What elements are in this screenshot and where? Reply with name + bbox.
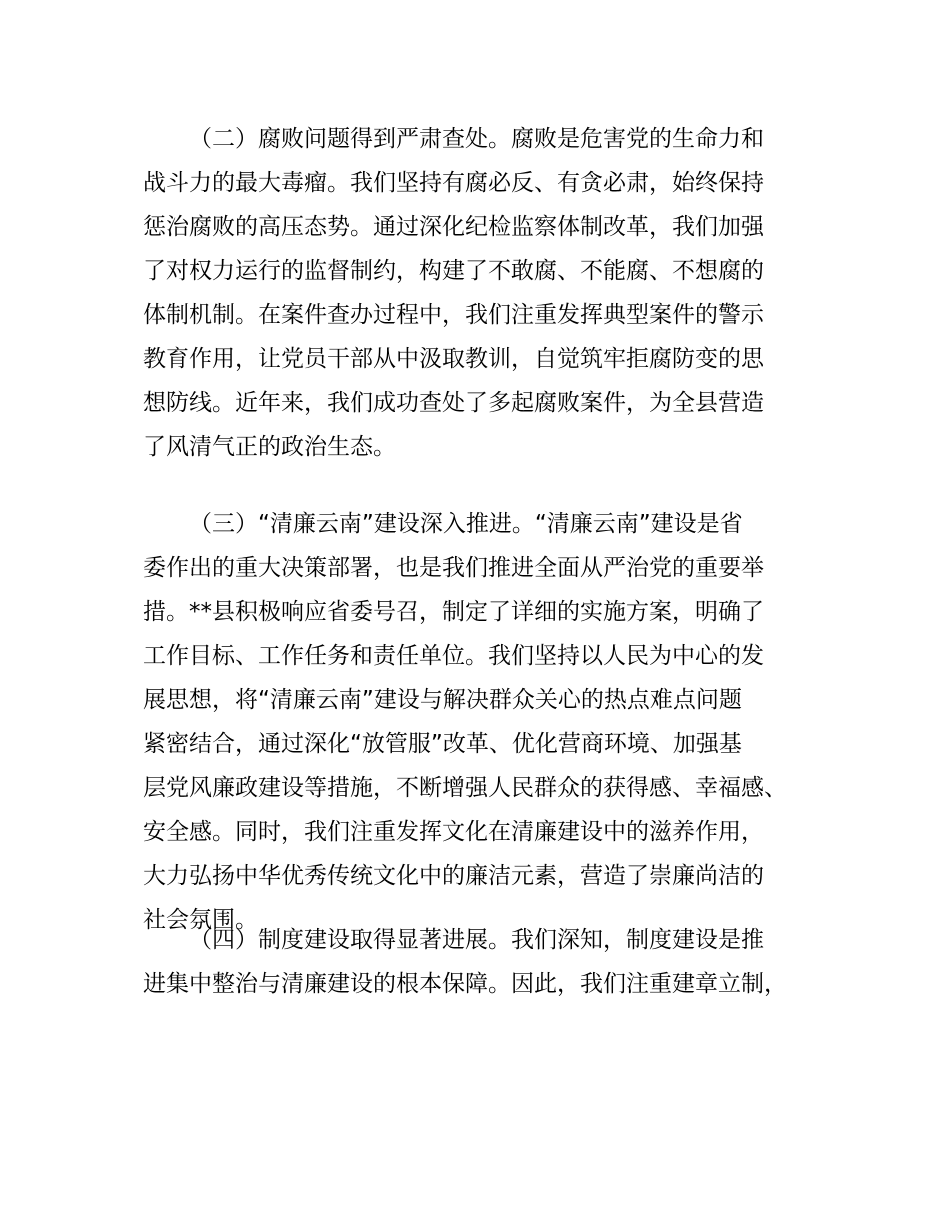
paragraph-section-2 [143,117,764,469]
text-line: 措。**县积极响应省委号召，制定了详细的实施方案，明确了 [143,599,764,625]
text-line: 安全感。同时，我们注重发挥文化在清廉建设中的滋养作用， [143,819,764,845]
text-line: 社会氛围。 [143,907,258,933]
text-line: 紧密结合，通过深化“放管服”改革、优化营商环境、加强基 [143,731,742,757]
text-line: 战斗力的最大毒瘤。我们坚持有腐必反、有贪必肃，始终保持 [143,170,764,196]
text-line: 教育作用，让党员干部从中汲取教训，自觉筑牢拒腐防变的思 [143,346,764,372]
text-line: 大力弘扬中华优秀传统文化中的廉洁元素，营造了崇廉尚洁的 [143,863,764,889]
text-line: （二）腐败问题得到严肃查处。腐败是危害党的生命力和 [189,126,764,152]
text-line: 层党风廉政建设等措施，不断增强人民群众的获得感、幸福感、 [143,775,787,801]
text-line: 想防线。近年来，我们成功查处了多起腐败案件，为全县营造 [143,390,764,416]
text-line: （四）制度建设取得显著进展。我们深知，制度建设是推 [189,927,764,953]
text-line: 了风清气正的政治生态。 [143,434,396,460]
text-line: （三）“清廉云南”建设深入推进。“清廉云南”建设是省 [189,511,743,537]
paragraph-section-3 [143,502,787,942]
text-line: 了对权力运行的监督制约，构建了不敢腐、不能腐、不想腐的 [143,258,764,284]
text-line: 展思想，将“清廉云南”建设与解决群众关心的热点难点问题 [143,687,742,713]
text-line: 工作目标、工作任务和责任单位。我们坚持以人民为中心的发 [143,643,764,669]
text-line: 进集中整治与清廉建设的根本保障。因此，我们注重建章立制， [143,971,787,997]
text-line: 体制机制。在案件查办过程中，我们注重发挥典型案件的警示 [143,302,764,328]
paragraph-section-4 [143,918,787,1006]
text-line: 委作出的重大决策部署，也是我们推进全面从严治党的重要举 [143,555,764,581]
text-line: 惩治腐败的高压态势。通过深化纪检监察体制改革，我们加强 [143,214,764,240]
